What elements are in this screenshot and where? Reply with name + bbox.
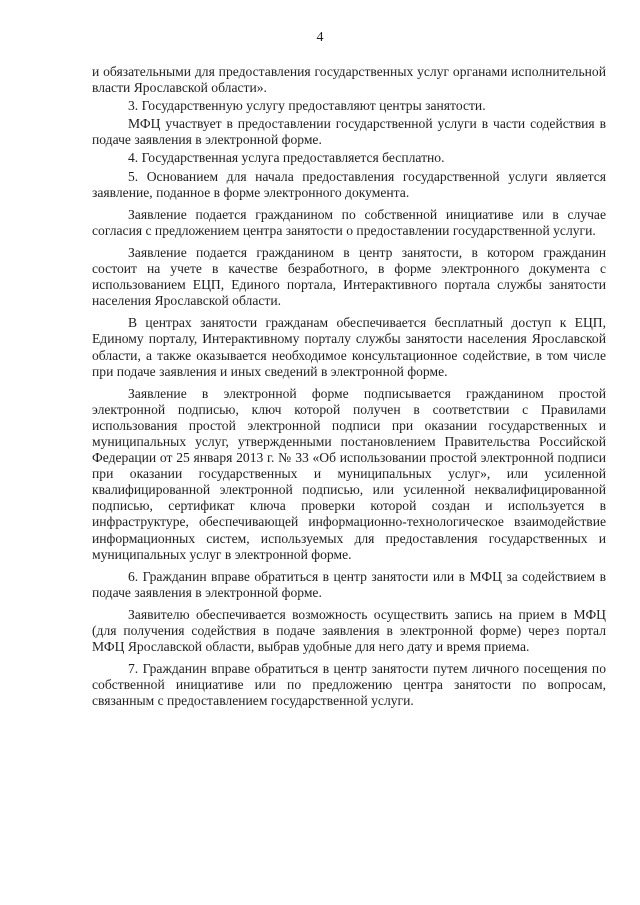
page-number: 4 (316, 30, 324, 45)
document-body (92, 64, 606, 711)
paragraph: 4. Государственная услуга предоставляется бесплатно. (128, 150, 445, 166)
paragraph: Заявление подается гражданином по собственной инициативе или в случае согласия с предложением центра занятости о предоставлении государственной услуги. (92, 206, 606, 238)
paragraph: и обязательными для предоставления государственных услуг органами исполнительной власти Ярославской области». (92, 64, 606, 96)
paragraph: В центрах занятости гражданам обеспечивается бесплатный доступ к ЕЦП, Единому порталу, Интерактивному порталу службы занятости населения Ярославской области, а также оказывается необходимое консультационное содействие, в том числе при подаче заявления и иных сведений в электронной форме. (92, 315, 606, 379)
paragraph: Заявителю обеспечивается возможность осуществить запись на прием в МФЦ (для получения содействия в подаче заявления в электронной форме) через портал МФЦ Ярославской области, выбрав удобные для него дату и время приема. (92, 606, 606, 655)
paragraph: 5. Основанием для начала предоставления государственной услуги является заявление, поданное в форме электронного документа. (92, 168, 606, 200)
paragraph: 6. Гражданин вправе обратиться в центр занятости или в МФЦ за содействием в подаче заявления в электронной форме. (92, 568, 606, 600)
paragraph: Заявление в электронной форме подписывается гражданином простой электронной подписью, ключ которой получен в соответствии с Правилами использования простой электронной подписи при оказании государственных и муниципальных услуг, утвержденными постановлением Правительства Российской Федерации от 25 января 2013 г. № 33 «Об использовании простой электронной подписи при оказании государственных и муниципальных услуг», или усиленной квалифицированной электронной подписью, или усиленной неквалифицированной подписью, сертификат ключа проверки которой создан и используется в инфраструктуре, обеспечивающей информационно-технологическое взаимодействие информационных систем, используемых для предоставления государственных и муниципальных услуг в электронной форме. (92, 385, 606, 562)
paragraph: Заявление подается гражданином в центр занятости, в котором гражданин состоит на учете в качестве безработного, в форме электронного документа с использованием ЕЦП, Единого портала, Интерактивного портала службы занятости населения Ярославской области. (92, 244, 606, 309)
paragraph: 3. Государственную услугу предоставляют центры занятости. (128, 98, 486, 114)
paragraph: 7. Гражданин вправе обратиться в центр занятости путем личного посещения по собственной инициативе или по предложению центра занятости по вопросам, связанным с предоставлением государственной услуги. (92, 661, 606, 709)
paragraph: МФЦ участвует в предоставлении государственной услуги в части содействия в подаче заявления в электронной форме. (92, 116, 606, 148)
